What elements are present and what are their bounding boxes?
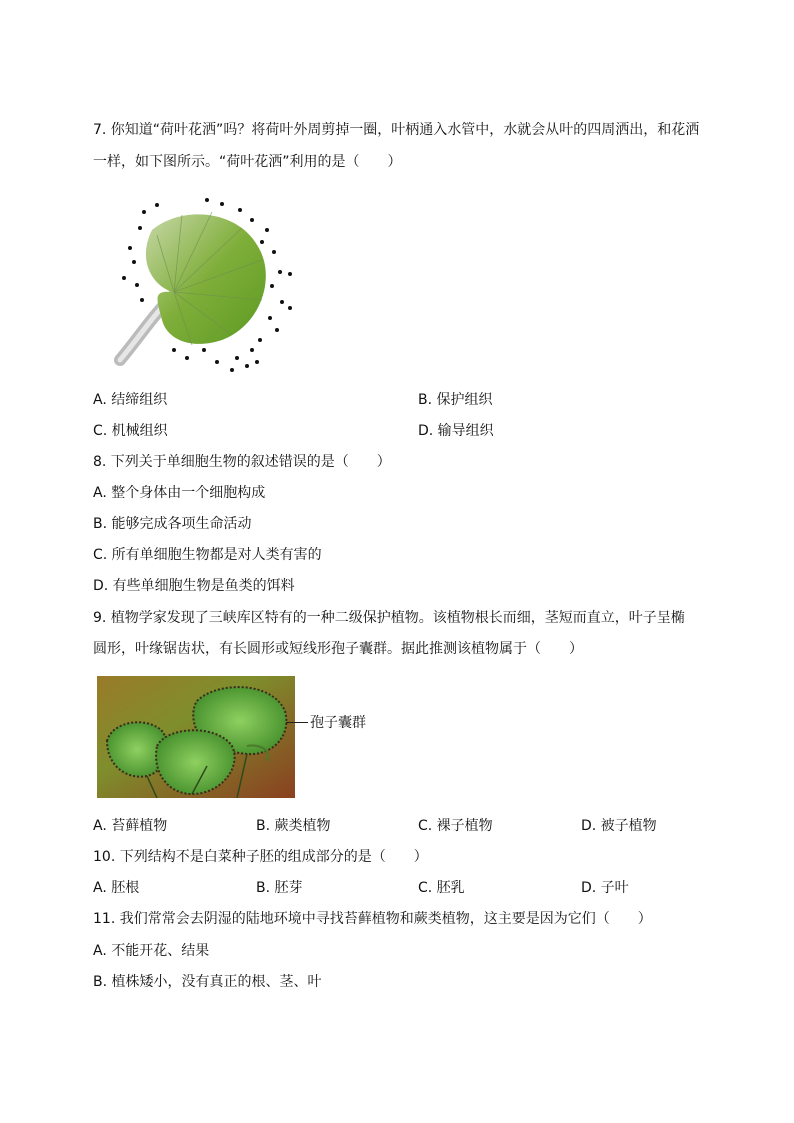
q10-option-d[interactable]: D. 子叶: [581, 880, 629, 896]
q10-option-a[interactable]: A. 胚根: [93, 880, 140, 896]
q10-stem: 10. 下列结构不是白菜种子胚的组成部分的是（ ）: [93, 849, 428, 865]
q9-option-d[interactable]: D. 被子植物: [581, 818, 657, 834]
q9-option-a[interactable]: A. 苔藓植物: [93, 818, 168, 834]
q7-option-d[interactable]: D. 输导组织: [418, 423, 494, 439]
q7-option-c[interactable]: C. 机械组织: [93, 423, 168, 439]
q8-option-a[interactable]: A. 整个身体由一个细胞构成: [93, 485, 266, 501]
q11-option-a[interactable]: A. 不能开花、结果: [93, 943, 210, 959]
figure-pointer-line: [286, 722, 308, 723]
q7-option-a[interactable]: A. 结缔组织: [93, 392, 168, 408]
q8-option-d[interactable]: D. 有些单细胞生物是鱼类的饵料: [93, 578, 295, 594]
q7-stem-line1: 7. 你知道“荷叶花洒”吗？将荷叶外周剪掉一圈，叶柄通入水管中，水就会从叶的四周洒出，和花洒: [93, 122, 700, 138]
q8-stem: 8. 下列关于单细胞生物的叙述错误的是（ ）: [93, 454, 391, 470]
q9-option-c[interactable]: C. 裸子植物: [418, 818, 493, 834]
q8-option-c[interactable]: C. 所有单细胞生物都是对人类有害的: [93, 547, 322, 563]
q9-stem-line1: 9. 植物学家发现了三峡库区特有的一种二级保护植物。该植物根长而细，茎短而直立，叶子呈椭: [93, 610, 685, 626]
q11-option-b[interactable]: B. 植株矮小，没有真正的根、茎、叶: [93, 974, 322, 990]
q9-stem-line2: 圆形，叶缘锯齿状，有长圆形或短线形孢子囊群。据此推测该植物属于（ ）: [93, 641, 583, 657]
q9-option-b[interactable]: B. 蕨类植物: [256, 818, 331, 834]
q8-option-b[interactable]: B. 能够完成各项生命活动: [93, 516, 252, 532]
lotus-leaf-sprinkler-figure: [112, 190, 302, 380]
fern-spore-figure: [97, 676, 295, 798]
spore-cluster-label: 孢子囊群: [310, 715, 366, 731]
q10-option-c[interactable]: C. 胚乳: [418, 880, 465, 896]
q11-stem: 11. 我们常常会去阴湿的陆地环境中寻找苔藓植物和蕨类植物，这主要是因为它们（ ）: [93, 911, 652, 927]
q7-option-b[interactable]: B. 保护组织: [418, 392, 493, 408]
q7-stem-line2: 一样，如下图所示。“荷叶花洒”利用的是（ ）: [93, 154, 402, 170]
q10-option-b[interactable]: B. 胚芽: [256, 880, 303, 896]
